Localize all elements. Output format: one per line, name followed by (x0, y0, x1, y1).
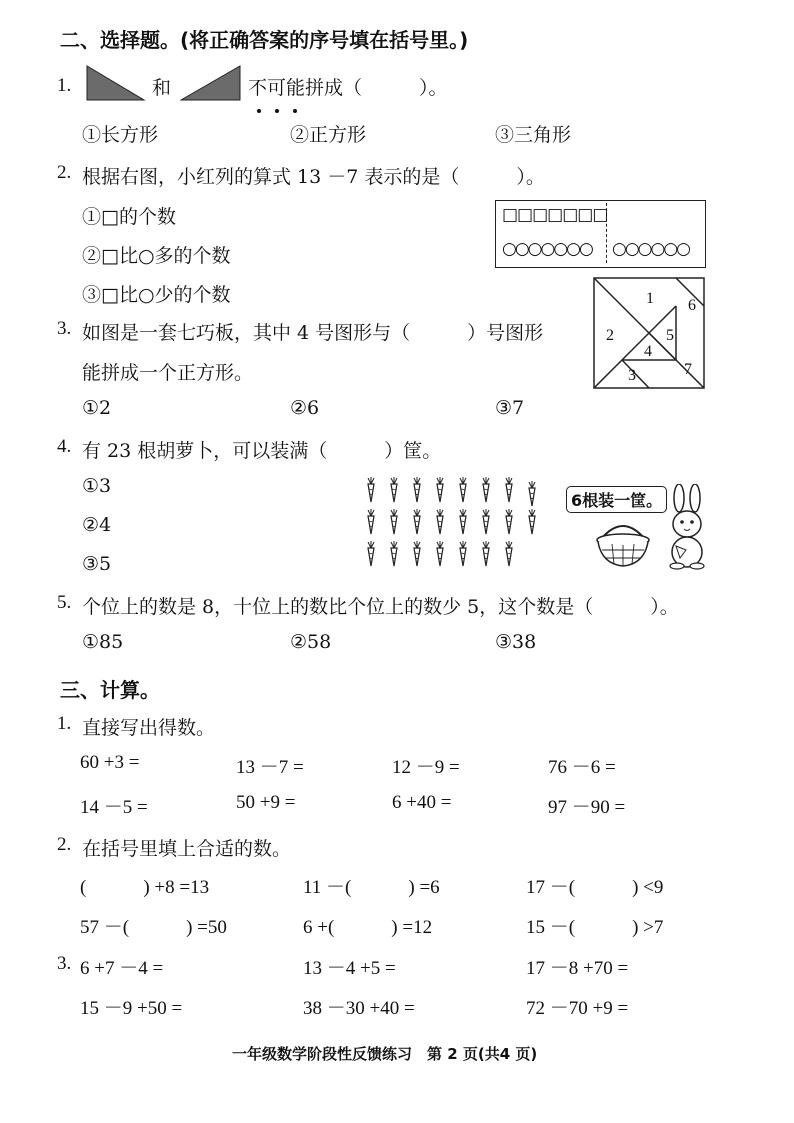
circles-right: ○○○○○○ (612, 239, 690, 259)
q1-number: 1. (57, 75, 72, 96)
q5-option-1: ①85 (82, 631, 124, 653)
q3-stem: 如图是一套七巧板，其中 4 号图形与（ ）号图形 (82, 322, 544, 344)
q4-option-3: ③5 (82, 553, 112, 575)
q3-option-2: ②6 (290, 397, 320, 419)
tangram-label-2: 2 (606, 327, 614, 344)
q1-option-2: ②正方形 (290, 124, 367, 146)
p2-r2-c1: 57 －( ) =50 (80, 917, 227, 938)
p1-title: 直接写出得数。 (82, 717, 216, 739)
tangram-figure (592, 276, 706, 390)
p2-r1-c1: ( ) +8 =13 (80, 877, 210, 898)
carrot-row-2 (368, 509, 535, 534)
q1-and: 和 (152, 77, 172, 99)
tangram-label-4: 4 (644, 343, 652, 360)
p1-number: 1. (57, 713, 72, 734)
triangle-figure-a (86, 64, 146, 102)
q1-stem: 不可能拼成（ ）。 (248, 77, 448, 99)
tangram-label-3: 3 (628, 367, 636, 384)
tangram-label-7: 7 (684, 361, 692, 378)
p3-number: 3. (57, 953, 72, 974)
shapes-diagram (495, 200, 706, 268)
carrot-row-1 (368, 477, 535, 506)
p1-r1-c2: 13 －7 = (236, 757, 304, 778)
circles-left: ○○○○○○○ (502, 239, 592, 259)
tangram-label-5: 5 (666, 327, 674, 344)
basket-icon (592, 518, 654, 570)
p2-r2-c3: 15 －( ) >7 (526, 917, 664, 938)
q2-number: 2. (57, 162, 72, 183)
q3-option-1: ①2 (82, 397, 112, 419)
rabbit-icon (662, 484, 712, 570)
page-footer: 一年级数学阶段性反馈练习 第 2 页(共4 页) (232, 1045, 538, 1063)
q4-stem: 有 23 根胡萝卜，可以装满（ ）筐。 (82, 440, 442, 462)
section2-title: 二、选择题。(将正确答案的序号填在括号里。) (60, 28, 469, 52)
q4-option-2: ②4 (82, 514, 112, 536)
q3-stem-2: 能拼成一个正方形。 (82, 362, 254, 384)
p3-r1-c1: 6 +7 －4 = (80, 958, 164, 979)
p1-r2-c3: 6 +40 = (392, 792, 452, 813)
p1-r2-c4: 97 －90 = (548, 797, 626, 818)
p1-r1-c4: 76 －6 = (548, 757, 616, 778)
carrots-figure (358, 472, 558, 572)
p3-r2-c3: 72 －70 +9 = (526, 998, 629, 1019)
p2-number: 2. (57, 834, 72, 855)
p1-r1-c1: 60 +3 = (80, 752, 140, 773)
p2-r1-c3: 17 －( ) <9 (526, 877, 664, 898)
q4-option-1: ①3 (82, 475, 112, 497)
p3-r2-c1: 15 －9 +50 = (80, 998, 183, 1019)
p1-r1-c3: 12 －9 = (392, 757, 460, 778)
q5-stem: 个位上的数是 8，十位上的数比个位上的数少 5，这个数是（ ）。 (82, 596, 679, 618)
triangle-figure-b (180, 64, 242, 102)
q5-option-2: ②58 (290, 631, 332, 653)
speech-bubble: 6根装一筐。 (566, 486, 667, 513)
q1-option-1: ①长方形 (82, 124, 159, 146)
section3-title: 三、计算。 (60, 678, 160, 702)
q4-number: 4. (57, 436, 72, 457)
p3-r1-c2: 13 －4 +5 = (303, 958, 396, 979)
q3-option-3: ③7 (495, 397, 525, 419)
p3-r1-c3: 17 －8 +70 = (526, 958, 629, 979)
p3-r2-c2: 38 －30 +40 = (303, 998, 415, 1019)
emphasis-dots (250, 96, 304, 118)
p2-r1-c2: 11 －( ) =6 (303, 877, 440, 898)
q3-number: 3. (57, 318, 72, 339)
tangram-label-6: 6 (688, 297, 696, 314)
p1-r2-c1: 14 －5 = (80, 797, 148, 818)
q1-option-3: ③三角形 (495, 124, 572, 146)
p1-r2-c2: 50 +9 = (236, 792, 296, 813)
q5-option-3: ③38 (495, 631, 537, 653)
q2-option-1: ①□的个数 (82, 206, 176, 228)
q5-number: 5. (57, 592, 72, 613)
q2-option-3: ③□比○少的个数 (82, 284, 231, 306)
q2-stem: 根据右图，小红列的算式 13 －7 表示的是（ ）。 (82, 166, 545, 188)
tangram-label-1: 1 (646, 290, 654, 307)
squares-row: □□□□□□□ (502, 205, 608, 225)
p2-title: 在括号里填上合适的数。 (82, 838, 292, 860)
carrot-row-3 (368, 541, 512, 566)
q2-option-2: ②□比○多的个数 (82, 245, 231, 267)
p2-r2-c2: 6 +( ) =12 (303, 917, 433, 938)
